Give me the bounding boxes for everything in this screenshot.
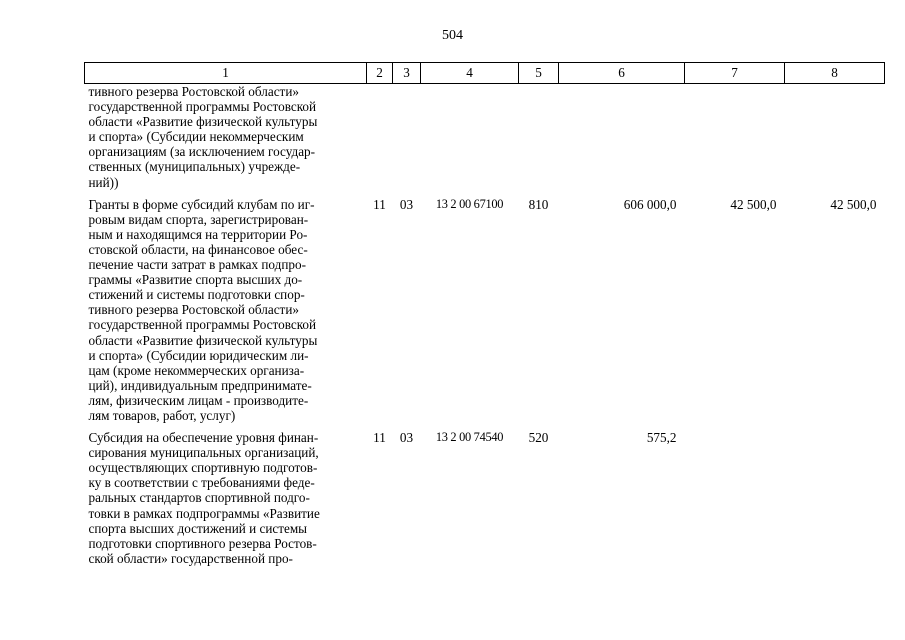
description-line: Гранты в форме субсидий клубам по иг-: [88, 196, 315, 212]
description-line: ку в соответствии с требованиями феде-: [88, 475, 315, 491]
description-line: организациям (за исключением государ-: [88, 144, 316, 160]
page-number: 504: [442, 28, 463, 43]
row-subsection-code: 03: [399, 430, 414, 446]
description-line: и спорта» (Субсидии некоммерческим: [88, 129, 304, 145]
row-amount-col-7: 42 500,0: [730, 196, 777, 212]
description-line: ской области» государственной про-: [88, 550, 293, 566]
description-line: стижений и системы подготовки спор-: [88, 287, 305, 303]
row-description: [85, 190, 367, 423]
table-row: [85, 423, 885, 566]
description-line: ровым видам спорта, зарегистрирован-: [88, 211, 309, 227]
row-amount-col-8: 42 500,0: [830, 196, 877, 212]
row-expense-type-code: [519, 84, 559, 190]
table-row: [85, 84, 885, 190]
row-subsection-code: 03: [399, 196, 414, 212]
row-amount-col-7: [685, 84, 785, 190]
description-line: и спорта» (Субсидии юридическим ли-: [88, 347, 309, 363]
description-line: цам (кроме некоммерческих организа-: [88, 362, 305, 378]
description-line: граммы «Развитие спорта высших до-: [88, 272, 303, 288]
description-line: спорта высших достижений и системы: [88, 520, 308, 536]
row-expense-type-code: 520: [528, 430, 549, 446]
row-amount-col-6: [559, 84, 685, 190]
header-col-2: 2: [367, 63, 393, 84]
description-line: государственной программы Ростовской: [88, 317, 317, 333]
description-line: ственных (муниципальных) учрежде-: [88, 159, 301, 175]
header-col-6: 6: [559, 63, 685, 84]
description-line: государственной программы Ростовской: [88, 99, 317, 115]
description-line: ций), индивидуальным предпринимате-: [88, 377, 312, 393]
description-line: области «Развитие физической культуры: [88, 332, 318, 348]
row-section-code: 11: [373, 196, 386, 212]
description-line: ний)): [88, 174, 119, 190]
description-line: сирования муниципальных организаций,: [88, 445, 319, 461]
header-col-3: 3: [393, 63, 421, 84]
description-line: ральных стандартов спортивной подго-: [88, 490, 310, 506]
description-line: ным и находящимся на территории Ро-: [88, 226, 308, 242]
header-col-8: 8: [785, 63, 885, 84]
header-col-5: 5: [519, 63, 559, 84]
row-section-code: 11: [373, 430, 386, 446]
row-amount-col-8: [785, 84, 885, 190]
table-body: [85, 84, 885, 566]
row-description: [85, 84, 367, 190]
description-line: осуществляющих спортивную подготов-: [88, 460, 318, 476]
row-target-article-code: 13 2 00 67100: [435, 196, 504, 211]
row-target-article-code: [421, 84, 519, 190]
header-col-7: 7: [685, 63, 785, 84]
budget-table: [84, 62, 885, 566]
description-line: тивного резерва Ростовской области»: [88, 302, 299, 318]
row-section-code: [367, 84, 393, 190]
header-col-1: 1: [85, 63, 367, 84]
description-line: лям, физическим лицам - производите-: [88, 392, 309, 408]
description-line: лям товаров, работ, услуг): [88, 407, 236, 423]
row-expense-type-code: 810: [528, 196, 549, 212]
row-target-article-code: 13 2 00 74540: [435, 430, 504, 445]
row-subsection-code: [393, 84, 421, 190]
row-amount-col-8: [785, 423, 885, 566]
description-line: тивного резерва Ростовской области»: [88, 84, 299, 99]
header-col-4: 4: [421, 63, 519, 84]
description-line: подготовки спортивного резерва Ростов-: [88, 535, 317, 551]
row-description: [85, 423, 367, 566]
description-line: печение части затрат в рамках подпро-: [88, 257, 306, 273]
table-header-row: [85, 63, 885, 84]
description-line: области «Развитие физической культуры: [88, 114, 318, 130]
description-line: стовской области, на финансовое обес-: [88, 241, 308, 257]
table-row: [85, 190, 885, 423]
row-amount-col-6: 575,2: [646, 430, 677, 446]
description-line: товки в рамках подпрограммы «Развитие: [88, 505, 320, 521]
description-line: Субсидия на обеспечение уровня финан-: [88, 430, 319, 446]
row-amount-col-7: [685, 423, 785, 566]
row-amount-col-6: 606 000,0: [623, 196, 677, 212]
